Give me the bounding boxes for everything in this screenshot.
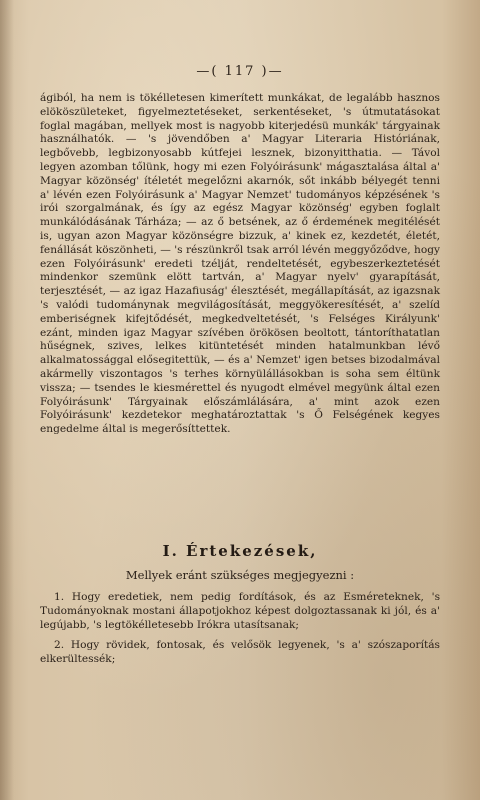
main-paragraph: ágiból, ha nem is tökélletesen kimerített munkákat, de legalább hasznos elököszületeket, figyelmeztetéseket, serkentéseket, 's útmutatásokat foglal magában, mellyek most is nagyobb kiterjedésü munkák' tárgyainak használhatók. — 's jövendőben a' Magyar Literaria Históriának, legbővebb, legbizonyosabb kútfejei lesznek, bizonyitthatia. — Távol legyen azomban tőlünk, hogy mi ezen Folyóirásunk' mágasztalása által a' Magyar közönség' ítéletét megelőzni akarnók, sőt inkább bélyegét tenni a' lévén ezen Folyóirásunk a' Magyar Nemzet' tudományos képzésének 's irói szorgalmának, és így az egész Magyar közönség' egyben foglalt munkálódásának Tárháza; — az ő betsének, az ő érdemének megitélését is, ugyan azon Magyar közönségre bizzuk, a' kinek ez, kezdetét, életét, fenállását köszönheti, — 's részünkről tsak arról lévén meggyőződve, hogy ezen Folyóirásunk' eredeti tzélját, rendeltetését, egybeszerkeztetését mindenkor szemünk elött tartván, a' Magyar nyelv' gyarapítását, terjesztését, — az igaz Hazafiuság' élesztését, megállapítását, az igazsnak 's valódi tudománynak megvilágosítását, meggyökeresítését, a' szelíd emberiségnek kifejtődését, megkedveltetését, 's Felséges Királyunk' ezánt, minden igaz Magyar szívében örökösen beoltott, tántoríthatatlan hűségnek, szives, lelkes kitüntetését minden hatalmunkban lévő alkalmatossággal elősegitettük, — és a' Nemzet' igen betses bizodalmával akármelly viszontagos 's terhes környülállásokban is soha sem éltünk vissza; — tsendes le kiesmérettel és nyugodt elmével megyünk által ezen Folyóirásunk' Tárgyainak előszámlálására, a' mint azok ezen Folyóirásunk' kezdetekor meghatároztattak 's Ő Felségének kegyes engedelme által is megerősíttettek. <box>40 92 440 436</box>
page-number: —( 117 )— <box>196 64 284 79</box>
list-item: 2. Hogy rövidek, fontosak, és velősök legyenek, 's a' szószaporítás elkerültessék; <box>40 639 440 665</box>
list-item: 1. Hogy eredetiek, nem pedig fordítások, és az Esméreteknek, 's Tudományoknak mostani állapotjokhoz képest dolgoztassanak ki jól, és a' legújabb, 's legtökélletesebb Irókra utasítsanak; <box>40 591 440 631</box>
section-subheading: Mellyek eránt szükséges megjegyezni : <box>125 568 355 582</box>
section-title: I. Értekezések, <box>162 542 318 560</box>
numbered-list <box>40 590 440 672</box>
